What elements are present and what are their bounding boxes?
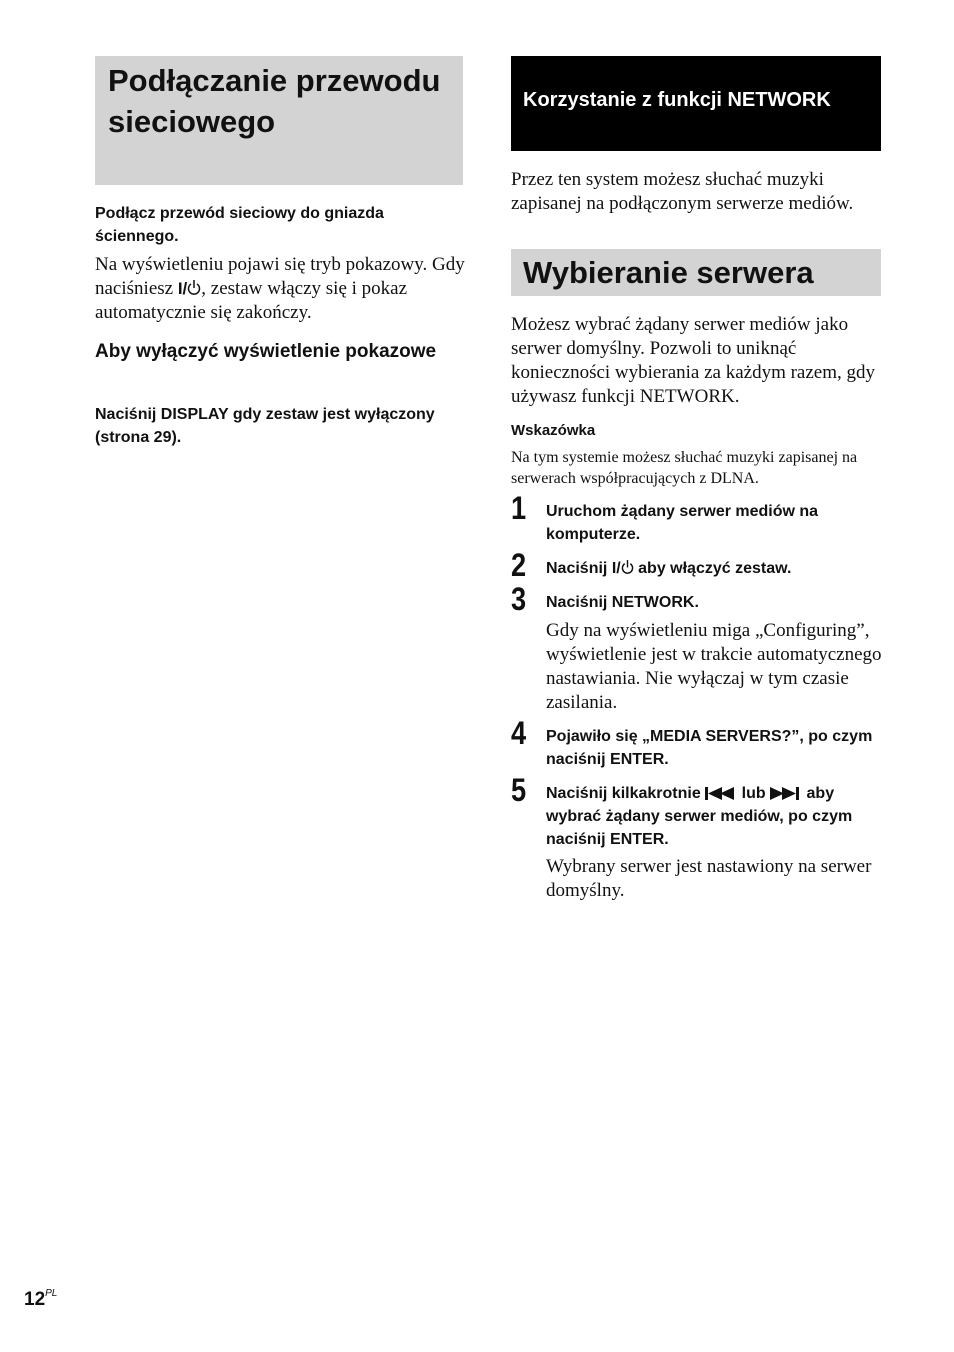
step-1-text: Uruchom żądany serwer mediów na komputerze. (546, 503, 819, 543)
demo-text-part2: , zestaw włączy się i pokaz automatycznie się zakończy. (95, 278, 408, 323)
page-number-value: 12 (24, 1289, 46, 1310)
page-number (24, 1282, 57, 1312)
step-5-text-b: aby wybrać żądany serwer mediów, po czym naciśnij ENTER. (546, 785, 853, 848)
next-track-icon (770, 787, 802, 800)
demo-text-part1: Na wyświetleniu pojawi się tryb pokazowy. Gdy naciśniesz (95, 254, 465, 299)
step-5-text (546, 782, 881, 851)
step-3-note: Gdy na wyświetleniu miga „Configuring”, wyświetlenie jest w trakcie automatycznego nastawiania. Nie wyłączaj w tym czasie zasilania. (546, 620, 882, 713)
network-section-box (511, 56, 881, 151)
step-number-4: 4 (511, 715, 527, 751)
step-number-5: 5 (511, 772, 527, 808)
demo-off-heading: Aby wyłączyć wyświetlenie pokazowe (95, 341, 437, 362)
step-5-text-mid: lub (737, 785, 771, 802)
step-2-power-label: I/ (611, 560, 621, 577)
step-5-text-a: Naciśnij kilkakrotnie (546, 785, 706, 802)
network-intro: Przez ten system możesz słuchać muzyki zapisanej na podłączonym serwerze mediów. (511, 169, 854, 214)
server-heading-box (511, 249, 881, 296)
left-title: Podłączanie przewodu sieciowego (108, 63, 441, 139)
step-2-text-a: Naciśnij (546, 560, 612, 577)
step-2-text (546, 557, 881, 580)
tip-text: Na tym systemie możesz słuchać muzyki zapisanej na serwerach współpracujących z DLNA. (511, 449, 858, 487)
previous-track-icon (705, 787, 737, 800)
step-number-2: 2 (511, 547, 527, 583)
step-number-1: 1 (511, 490, 527, 526)
power-label: I/ (177, 279, 188, 298)
page-language-suffix: PL (45, 1288, 58, 1299)
network-section-title: Korzystanie z funkcji NETWORK (523, 89, 831, 111)
demo-mode-paragraph (95, 253, 467, 325)
left-title-box (95, 56, 463, 185)
server-description: Możesz wybrać żądany serwer mediów jako serwer domyślny. Pozwoli to uniknąć konieczności wybierania za każdym razem, gdy używasz funkcji NETWORK. (511, 314, 876, 407)
step-2-text-b: aby włączyć zestaw. (633, 560, 792, 577)
step-4-text: Pojawiło się „MEDIA SERVERS?”, po czym naciśnij ENTER. (546, 728, 873, 768)
server-heading: Wybieranie serwera (523, 255, 814, 290)
connect-instruction: Podłącz przewód sieciowy do gniazda ściennego. (95, 205, 384, 245)
step-3-text: Naciśnij NETWORK. (546, 594, 699, 611)
demo-off-instruction: Naciśnij DISPLAY gdy zestaw jest wyłączony (strona 29). (95, 406, 435, 446)
power-icon (187, 279, 201, 296)
step-5-note: Wybrany serwer jest nastawiony na serwer domyślny. (546, 856, 872, 901)
power-icon (621, 559, 634, 575)
tip-label: Wskazówka (511, 422, 596, 439)
step-number-3: 3 (511, 581, 527, 617)
